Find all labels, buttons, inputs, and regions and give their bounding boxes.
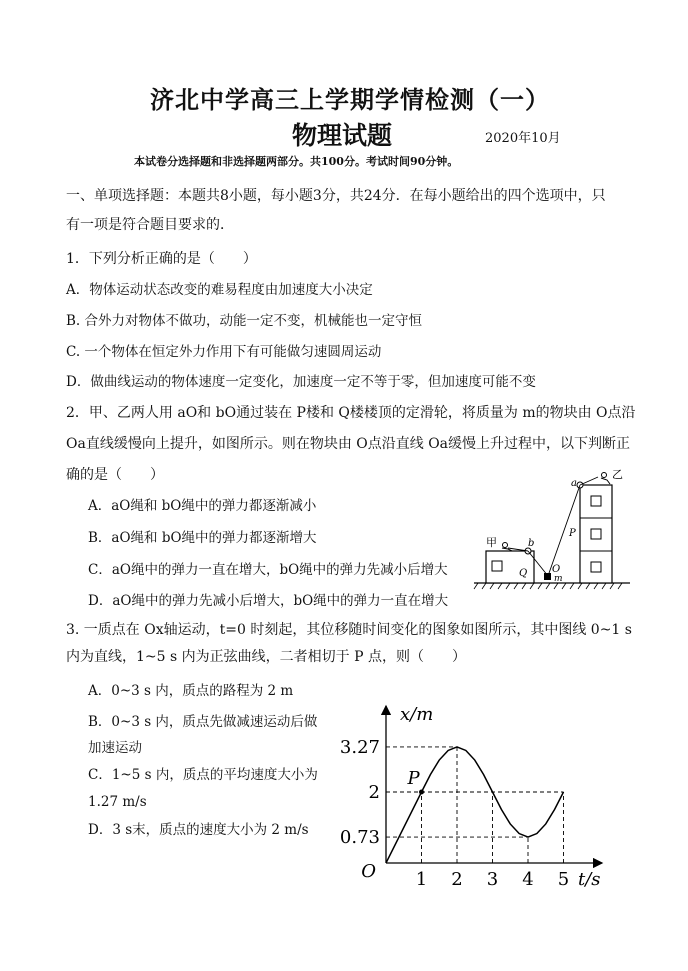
label-b: b [528, 538, 535, 549]
x-tick-2: 2 [451, 869, 463, 890]
xt-series-0 [386, 792, 422, 863]
q1-option-b: B. 合外力对物体不做功，动能一定不变，机械能也一定守恒 [66, 313, 423, 329]
q3-stem-line2: 内为直线，1~5 s 内为正弦曲线，二者相切于 P 点，则（ ） [66, 649, 466, 665]
q2-option-a: A．aO绳和 bO绳中的弹力都逐渐减小 [88, 498, 317, 514]
q1-stem: 1．下列分析正确的是（ ） [66, 251, 257, 267]
q1-option-d: D．做曲线运动的物体速度一定变化，加速度一定不等于零，但加速度可能不变 [66, 374, 536, 390]
y-axis-label: x/m [400, 704, 434, 725]
q2-option-d: D．aO绳中的弹力先减小后增大，bO绳中的弹力一直在增大 [88, 593, 449, 609]
q2-stem-line3: 确的是（ ） [66, 467, 164, 483]
x-tick-1: 1 [415, 869, 428, 890]
q1-option-a: A．物体运动状态改变的难易程度由加速度大小决定 [66, 282, 373, 298]
q2-stem-line1: 2．甲、乙两人用 aO和 bO通过装在 P楼和 Q楼楼顶的定滑轮，将质量为 m的物块由 O点沿 [66, 405, 636, 421]
q2-option-b: B．aO绳和 bO绳中的弹力都逐渐增大 [88, 530, 317, 546]
label-p: P [569, 528, 576, 539]
subject-title: 物理试题 [292, 121, 393, 150]
q2-option-c: C．aO绳中的弹力一直在增大，bO绳中的弹力先减小后增大 [88, 562, 448, 578]
label-a: a [571, 478, 577, 489]
x-tick-4: 4 [522, 869, 534, 890]
x-axis-label: t/s [578, 869, 601, 890]
q3-option-b-line1: B．0~3 s 内，质点先做减速运动后做 [88, 714, 318, 730]
point-p-label: P [407, 768, 420, 789]
section-heading-line2: 有一项是符合题目要求的． [66, 217, 234, 233]
point-p-dot [419, 790, 424, 795]
x-tick-5: 5 [557, 869, 570, 890]
y-tick-0.73: 0.73 [339, 827, 380, 849]
section-heading-line1: 一、单项选择题：本题共8小题，每小题3分，共24分．在每小题给出的四个选项中，只 [66, 188, 606, 204]
q3-option-c-line2: 1.27 m/s [88, 794, 147, 810]
x-tick-3: 3 [486, 869, 499, 890]
label-yi: 乙 [612, 468, 623, 481]
q2-pulley-figure [472, 468, 632, 596]
label-q: Q [519, 568, 528, 579]
label-m: m [554, 574, 563, 584]
exam-date: 2020年10月 [485, 131, 561, 146]
label-jia: 甲 [486, 536, 497, 549]
origin-label: O [361, 861, 376, 882]
y-tick-2: 2 [368, 782, 380, 803]
exam-note: 本试卷分选择题和非选择题两部分。共100分。考试时间90分钟。 [134, 155, 459, 168]
q3-option-d: D．3 s末，质点的速度大小为 2 m/s [88, 822, 309, 838]
xt-graph [330, 700, 620, 892]
q3-option-b-line2: 加速运动 [88, 740, 142, 756]
school-title: 济北中学高三上学期学情检测（一） [150, 85, 550, 114]
q3-stem-line1: 3. 一质点在 Ox轴运动，t=0 时刻起，其位移随时间变化的图象如图所示，其中图线 0~1 s [66, 622, 632, 638]
q2-stem-line2: Oa直线缓慢向上提升，如图所示。则在物块由 O点沿直线 Oa缓慢上升过程中，以下判断正 [66, 436, 631, 452]
q3-option-c-line1: C．1~5 s 内，质点的平均速度大小为 [88, 767, 318, 783]
q3-option-a: A．0~3 s 内，质点的路程为 2 m [88, 683, 294, 699]
y-tick-3.27: 3.27 [339, 736, 380, 758]
label-o: O [552, 564, 561, 575]
q1-option-c: C. 一个物体在恒定外力作用下有可能做匀速圆周运动 [66, 344, 382, 360]
